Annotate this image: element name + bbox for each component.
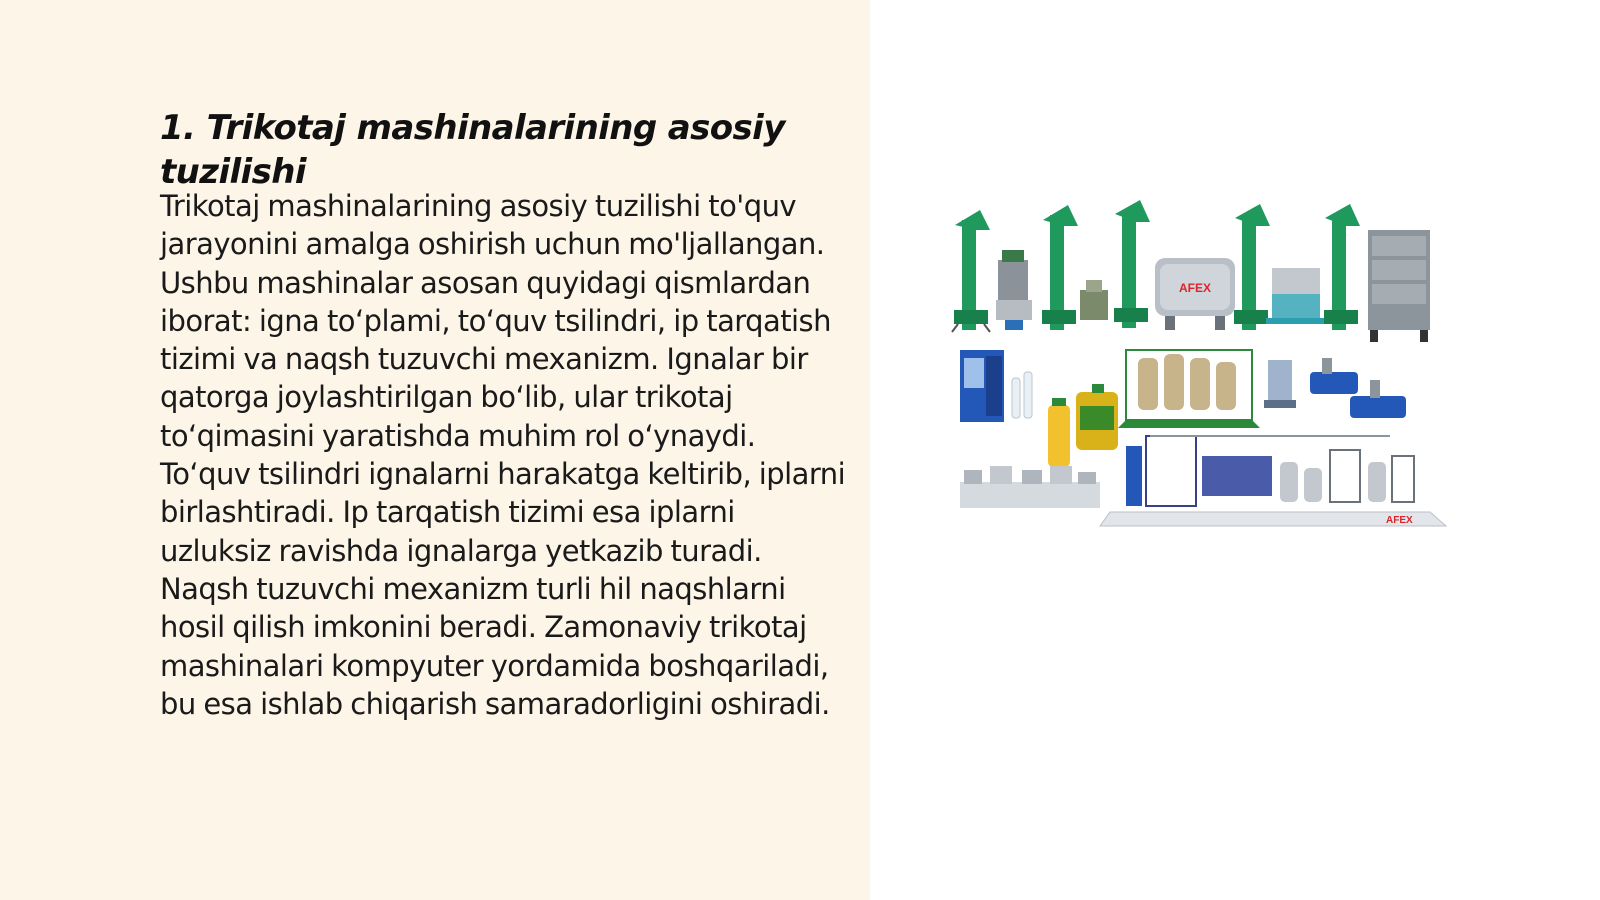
- elevator-4: [1234, 204, 1270, 330]
- elevator-2: [1042, 205, 1078, 330]
- vertical-machine: [996, 250, 1032, 330]
- processing-plant: [1100, 436, 1446, 526]
- bottles: [1012, 372, 1118, 467]
- elevator-5: [1324, 204, 1360, 330]
- refinery-tanks: [1118, 350, 1260, 428]
- drum-separator: [1155, 258, 1235, 330]
- slide-body-text: Trikotaj mashinalarining asosiy tuzilishi to'quv jarayonini amalga oshirish uchun mo'ljallangan. Ushbu mashinalar asosan quyidagi qismlardan iborat: igna to‘plami, to‘quv tsilindri, ip tarqatish tizimi va naqsh tuzuvchi mexanizm. Ignalar bir qatorga joylashtirilgan bo‘lib, ular trikotaj to‘qimasini yaratishda muhim rol o‘ynaydi. To‘quv tsilindri ignalarni harakatga keltirib, iplarni birlashtiradi. Ip tarqatish tizimi esa iplarni uzluksiz ravishda ignalarga yetkazib turadi. Naqsh tuzuvchi mexanizm turli hil naqshlarni hosil qilish imkonini beradi. Zamonaviy trikotaj mashinalari kompyuter yordamida boshqariladi, bu esa ishlab chiqarish samaradorligini oshiradi.: [160, 189, 846, 721]
- filling-line: [960, 466, 1100, 508]
- elevator-1: [952, 210, 990, 332]
- elevator-3: [1114, 200, 1150, 328]
- press-machine-1: [1264, 360, 1296, 408]
- small-mill: [1080, 280, 1108, 320]
- roller-mill: [1266, 268, 1326, 324]
- oil-press-2: [1350, 380, 1406, 418]
- blow-molding-machine: [960, 350, 1004, 422]
- slide-title: 1. Trikotaj mashinalarining asosiy tuzilishi: [160, 108, 785, 192]
- brand-label-2: AFEX: [1386, 515, 1413, 526]
- brand-label: AFEX: [1179, 281, 1212, 295]
- storage-cabinet: [1368, 230, 1430, 342]
- machinery-image: [950, 200, 1450, 560]
- oil-press-1: [1310, 358, 1358, 394]
